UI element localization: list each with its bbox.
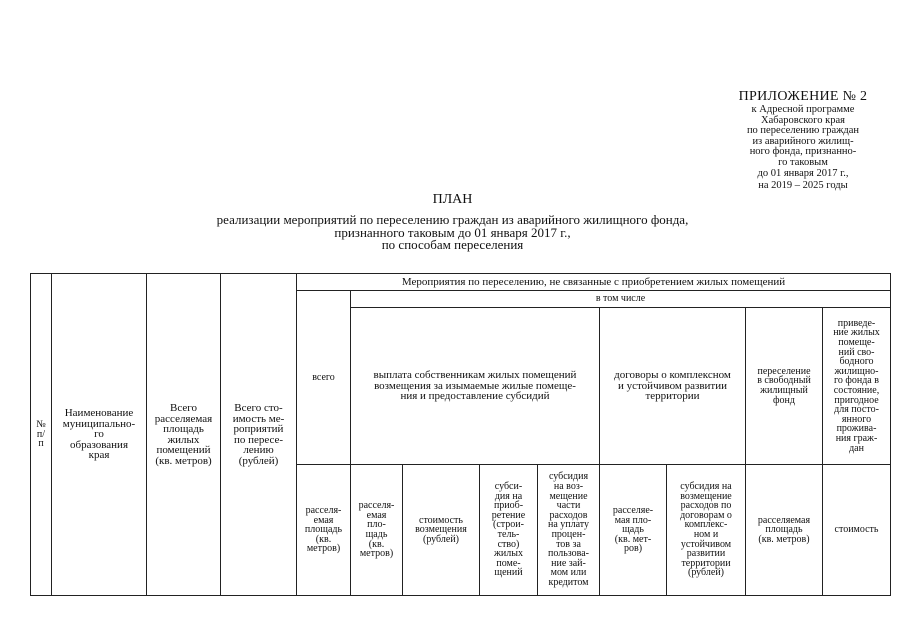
header-municipality: Наименование муниципально- го образования края: [52, 274, 147, 596]
leaf-payment-area: расселя- емая пло- щадь (кв. метров): [351, 465, 403, 596]
appendix-line: из аварийного жилищ-: [752, 135, 854, 147]
leaf-brought-fund-cost: стоимость: [823, 465, 891, 596]
appendix-line: до 01 января 2017 г.,: [757, 167, 849, 179]
header-group-not-acquisition: Мероприятия по переселению, не связанные с приобретением жилых помещений: [297, 274, 891, 291]
appendix-line: ного фонда, признанно-: [749, 146, 857, 158]
subtitle-line: по способам переселения: [381, 237, 524, 252]
document-subtitle: [0, 214, 905, 252]
appendix-line: Хабаровского края: [761, 114, 845, 126]
subtitle-line: признанного таковым до 01 января 2017 г.,: [334, 224, 571, 240]
leaf-free-fund-area: расселяемая площадь (кв. метров): [746, 465, 823, 596]
header-total-cost: Всего сто- имость ме- роприятий по пересе- лению (рублей): [221, 274, 297, 596]
leaf-payment-subsidy-loan: субсидия на воз- мещение части расходов на уплату процен- тов за пользова- ние зай- мом или кредитом: [538, 465, 600, 596]
header-brought-fund: приведе- ние жилых помещe- ний сво- бодного жилищно- го фонда в состояние, пригодное для посто- янного проживa- ния граж- дан: [823, 308, 891, 465]
header-development-contracts: договоры о комплексном и устойчивом развитии территории: [600, 308, 746, 465]
subtitle-line: реализации мероприятий по переселению граждан из аварийного жилищного фонда,: [216, 212, 689, 227]
leaf-contracts-area: расселяе- мая пло- щадь (кв. мет- ров): [600, 465, 667, 596]
leaf-total-area: расселя- емая площадь (кв. метров): [297, 465, 351, 596]
document-title: ПЛАН: [432, 192, 473, 207]
header-including: в том числе: [351, 291, 891, 308]
appendix-line: по переселению граждан: [746, 125, 860, 137]
appendix-line: к Адресной программе: [751, 104, 855, 115]
leaf-contracts-subsidy: субсидия на возмещение расходов по договорам о комплекс- ном и устойчивом развитии территории (рублей): [667, 465, 746, 596]
appendix-line: на 2019 – 2025 годы: [758, 180, 848, 192]
resettlement-plan-table: [30, 273, 891, 596]
header-number: № п/ п: [31, 274, 52, 596]
appendix-block: [718, 89, 888, 192]
appendix-line: го таковым: [778, 156, 828, 168]
header-payment-to-owners: выплата собственникам жилых помещений возмещения за изымаемые жилые помеще- ния и предоставление субсидий: [351, 308, 600, 465]
leaf-payment-subsidy-acquisition: субси- дия на приоб- ретение (строи- тель- ство) жилых поме- щений: [480, 465, 538, 596]
header-total-area: Всего расселяемая площадь жилых помещений (кв. метров): [147, 274, 221, 596]
header-free-fund: переселение в свободный жилищный фонд: [746, 308, 823, 465]
leaf-payment-cost: стоимость возмещения (рублей): [403, 465, 480, 596]
appendix-heading: ПРИЛОЖЕНИЕ № 2: [738, 89, 868, 104]
header-total: всего: [297, 291, 351, 465]
